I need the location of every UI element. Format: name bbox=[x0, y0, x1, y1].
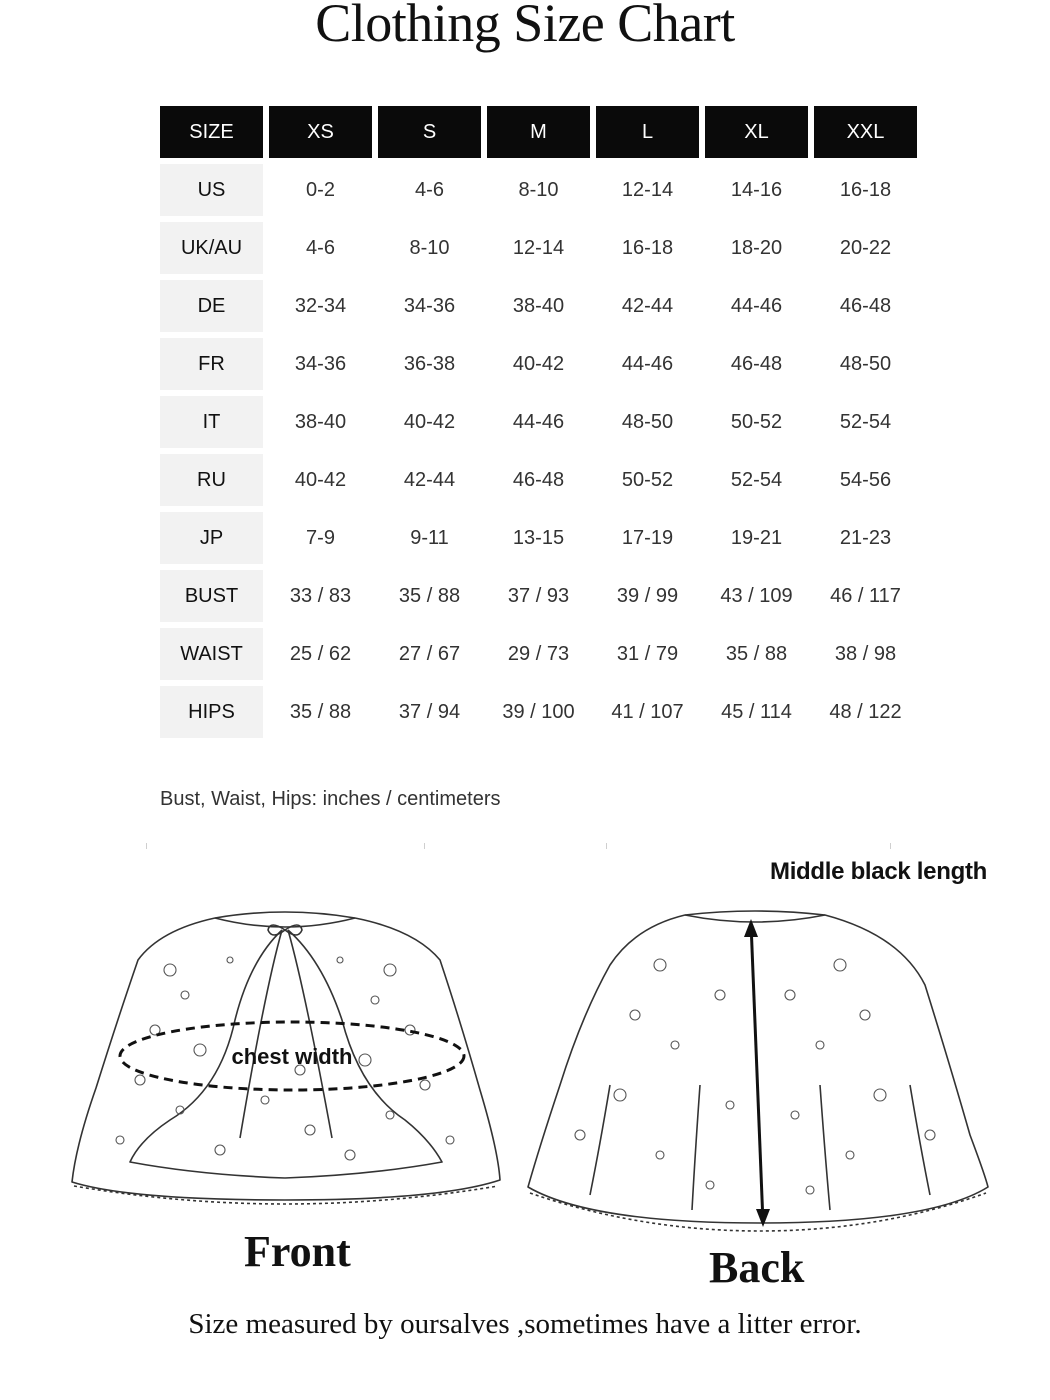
back-fold bbox=[692, 1085, 700, 1210]
row-label: JP bbox=[160, 512, 263, 564]
table-cell: 36-38 bbox=[403, 352, 456, 375]
table-row bbox=[160, 686, 917, 738]
size-chart-table bbox=[154, 100, 923, 744]
table-cell: 50-52 bbox=[621, 468, 674, 491]
table-cell: 31 / 79 bbox=[616, 642, 679, 665]
table-cell: 12-14 bbox=[512, 236, 565, 259]
table-row bbox=[160, 280, 917, 332]
table-cell: 39 / 99 bbox=[616, 584, 679, 607]
table-row bbox=[160, 396, 917, 448]
table-cell: 40-42 bbox=[294, 468, 347, 491]
row-label: IT bbox=[160, 396, 263, 448]
table-row bbox=[160, 454, 917, 506]
table-cell: 21-23 bbox=[839, 526, 892, 549]
table-cell: 33 / 83 bbox=[289, 584, 352, 607]
table-cell: 48-50 bbox=[839, 352, 892, 375]
table-cell: 46 / 117 bbox=[830, 584, 901, 607]
table-cell: 32-34 bbox=[294, 294, 347, 317]
table-row bbox=[160, 628, 917, 680]
front-tie-left bbox=[240, 930, 282, 1138]
table-cell: 35 / 88 bbox=[398, 584, 461, 607]
table-row bbox=[160, 512, 917, 564]
table-cell: 50-52 bbox=[730, 410, 783, 433]
page-title: Clothing Size Chart bbox=[315, 0, 735, 53]
row-label: RU bbox=[160, 454, 263, 506]
table-cell: 29 / 73 bbox=[507, 642, 570, 665]
table-cell: 35 / 88 bbox=[725, 642, 788, 665]
units-note: Bust, Waist, Hips: inches / centimeters bbox=[160, 788, 501, 810]
back-cape-illustration bbox=[520, 905, 1000, 1235]
table-cell: 7-9 bbox=[306, 526, 335, 549]
back-fold bbox=[910, 1085, 930, 1195]
divider-tick bbox=[606, 843, 607, 849]
row-label: BUST bbox=[160, 570, 263, 622]
table-cell: 39 / 100 bbox=[502, 700, 575, 723]
table-cell: 37 / 93 bbox=[507, 584, 570, 607]
table-cell: 16-18 bbox=[621, 236, 674, 259]
table-cell: 20-22 bbox=[839, 236, 892, 259]
table-cell: 16-18 bbox=[839, 178, 892, 201]
table-row bbox=[160, 164, 917, 216]
chest-width-label: chest width bbox=[231, 1044, 353, 1069]
row-label: DE bbox=[160, 280, 263, 332]
table-cell: 8-10 bbox=[409, 236, 450, 259]
row-label: HIPS bbox=[160, 686, 263, 738]
row-label: UK/AU bbox=[160, 222, 263, 274]
back-neckline bbox=[685, 915, 825, 922]
table-cell: 46-48 bbox=[730, 352, 783, 375]
table-cell: 46-48 bbox=[512, 468, 565, 491]
table-cell: 37 / 94 bbox=[398, 700, 461, 723]
back-caption: Back bbox=[709, 1243, 805, 1292]
table-cell: 45 / 114 bbox=[721, 700, 792, 723]
front-lace-hem bbox=[74, 1186, 498, 1204]
table-cell: 40-42 bbox=[403, 410, 456, 433]
divider-tick bbox=[890, 843, 891, 849]
table-cell: 9-11 bbox=[410, 526, 449, 549]
measurement-disclaimer: Size measured by oursalves ,sometimes have a litter error. bbox=[188, 1308, 862, 1340]
table-cell: 52-54 bbox=[730, 468, 783, 491]
row-label: FR bbox=[160, 338, 263, 390]
header-cell: SIZE bbox=[160, 106, 263, 158]
table-cell: 52-54 bbox=[839, 410, 892, 433]
table-cell: 8-10 bbox=[518, 178, 559, 201]
table-cell: 27 / 67 bbox=[398, 642, 461, 665]
table-cell: 12-14 bbox=[621, 178, 674, 201]
table-cell: 38-40 bbox=[294, 410, 347, 433]
table-cell: 38 / 98 bbox=[834, 642, 897, 665]
header-cell: XXL bbox=[814, 106, 917, 158]
table-cell: 13-15 bbox=[512, 526, 565, 549]
table-cell: 38-40 bbox=[512, 294, 565, 317]
row-label: WAIST bbox=[160, 628, 263, 680]
table-cell: 44-46 bbox=[512, 410, 565, 433]
row-label: US bbox=[160, 164, 263, 216]
front-tie-right bbox=[288, 930, 332, 1138]
front-caption: Front bbox=[244, 1227, 351, 1276]
table-cell: 40-42 bbox=[512, 352, 565, 375]
table-cell: 0-2 bbox=[306, 178, 335, 201]
front-neckline bbox=[215, 918, 355, 927]
back-fold bbox=[820, 1085, 830, 1210]
table-cell: 41 / 107 bbox=[611, 700, 684, 723]
table-cell: 44-46 bbox=[730, 294, 783, 317]
divider-tick bbox=[146, 843, 147, 849]
middle-black-length-label: Middle black length bbox=[770, 858, 987, 885]
table-cell: 42-44 bbox=[403, 468, 456, 491]
table-cell: 48 / 122 bbox=[829, 700, 902, 723]
header-cell: XL bbox=[705, 106, 808, 158]
table-cell: 18-20 bbox=[730, 236, 783, 259]
back-fold bbox=[590, 1085, 610, 1195]
table-cell: 35 / 88 bbox=[289, 700, 352, 723]
table-row bbox=[160, 570, 917, 622]
table-cell: 4-6 bbox=[415, 178, 444, 201]
table-cell: 34-36 bbox=[294, 352, 347, 375]
divider-tick bbox=[424, 843, 425, 849]
table-cell: 17-19 bbox=[621, 526, 674, 549]
table-row bbox=[160, 222, 917, 274]
table-cell: 46-48 bbox=[839, 294, 892, 317]
table-cell: 54-56 bbox=[839, 468, 892, 491]
table-cell: 42-44 bbox=[621, 294, 674, 317]
middle-length-arrow bbox=[751, 923, 763, 1223]
front-cape-illustration bbox=[60, 900, 510, 1210]
table-cell: 4-6 bbox=[306, 236, 335, 259]
header-cell: S bbox=[378, 106, 481, 158]
table-cell: 34-36 bbox=[403, 294, 456, 317]
arrow-head-bottom bbox=[756, 1209, 770, 1227]
table-cell: 44-46 bbox=[621, 352, 674, 375]
table-row bbox=[160, 338, 917, 390]
table-cell: 19-21 bbox=[730, 526, 783, 549]
table-header-row bbox=[160, 106, 917, 158]
table-cell: 43 / 109 bbox=[720, 584, 793, 607]
header-cell: L bbox=[596, 106, 699, 158]
table-cell: 48-50 bbox=[621, 410, 674, 433]
header-cell: XS bbox=[269, 106, 372, 158]
table-cell: 25 / 62 bbox=[289, 642, 352, 665]
header-cell: M bbox=[487, 106, 590, 158]
table-cell: 14-16 bbox=[730, 178, 783, 201]
